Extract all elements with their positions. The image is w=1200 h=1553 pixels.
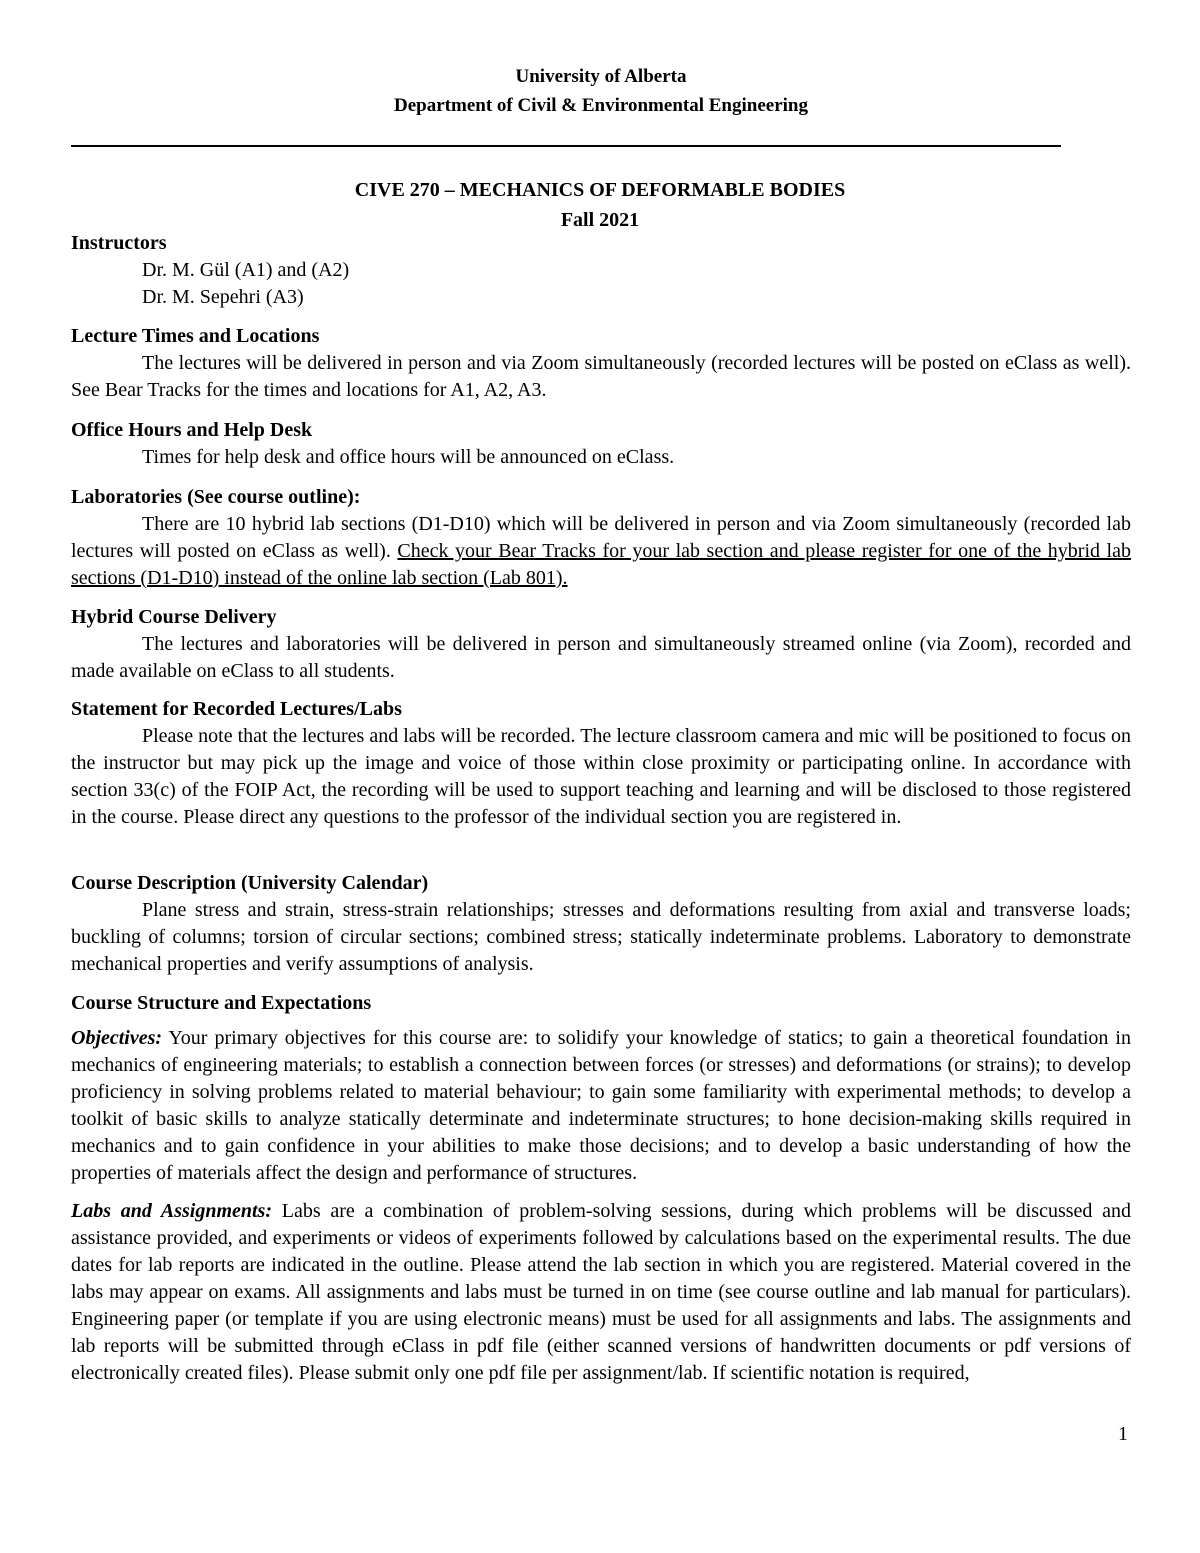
department-name: Department of Civil & Environmental Engineering xyxy=(394,95,808,116)
header-divider xyxy=(71,145,1061,147)
course-structure-heading: Course Structure and Expectations xyxy=(71,992,372,1014)
hybrid-delivery-heading: Hybrid Course Delivery xyxy=(71,606,277,628)
office-hours-text: Times for help desk and office hours will be announced on eClass. xyxy=(142,446,675,468)
labs-assignments-paragraph xyxy=(71,1198,1131,1387)
lectures-section xyxy=(71,323,1131,404)
course-term: Fall 2021 xyxy=(560,209,640,231)
university-name: University of Alberta xyxy=(515,66,687,87)
lectures-heading: Lecture Times and Locations xyxy=(71,325,320,347)
instructors-heading: Instructors xyxy=(71,232,167,254)
course-title-block xyxy=(0,175,1200,235)
course-description-section xyxy=(71,870,1131,978)
instructors-section xyxy=(71,230,1131,311)
lectures-text: The lectures will be delivered in person and via Zoom simultaneously (recorded lectures will be posted on eClass as well). See Bear Tracks for the times and locations for A1, A2, A3. xyxy=(71,352,1131,401)
objectives-label: Objectives: xyxy=(71,1027,163,1049)
document-header xyxy=(71,62,1131,120)
objectives-paragraph xyxy=(71,1025,1131,1187)
laboratories-section xyxy=(71,484,1131,592)
instructor-line-2: Dr. M. Sepehri (A3) xyxy=(142,286,304,308)
office-hours-heading: Office Hours and Help Desk xyxy=(71,419,313,441)
labs-assignments-label: Labs and Assignments: xyxy=(71,1200,273,1222)
laboratories-registration-note: Check your Bear Tracks for your lab section and please register for one of the hybrid lab sections (D1-D10) instead of the online lab section (Lab 801). xyxy=(71,540,1131,589)
page-number: 1 xyxy=(1118,1423,1128,1445)
course-description-heading: Course Description (University Calendar) xyxy=(71,872,429,894)
course-title: CIVE 270 – MECHANICS OF DEFORMABLE BODIES xyxy=(354,179,846,201)
recorded-lectures-section xyxy=(71,696,1131,831)
laboratories-heading: Laboratories (See course outline): xyxy=(71,486,361,508)
objectives-text: Your primary objectives for this course are: to solidify your knowledge of statics; to gain a theoretical foundation in mechanics of engineering materials; to establish a connection between forces (or stresses) and deformations (or strains); to develop proficiency in solving problems related to material behaviour; to gain some familiarity with experimental methods; to develop a toolkit of basic skills to analyze statically determinate and indeterminate structures; to hone decision-making skills required in mechanics and to gain confidence in your abilities to make those decisions; and to develop a basic understanding of how the properties of materials affect the design and performance of structures. xyxy=(71,1027,1131,1184)
hybrid-delivery-text: The lectures and laboratories will be delivered in person and simultaneously streamed online (via Zoom), recorded and made available on eClass to all students. xyxy=(71,633,1131,682)
hybrid-delivery-section xyxy=(71,604,1131,685)
course-description-text: Plane stress and strain, stress-strain relationships; stresses and deformations resulting from axial and transverse loads; buckling of columns; torsion of circular sections; combined stress; statically indeterminate problems. Laboratory to demonstrate mechanical properties and verify assumptions of analysis. xyxy=(71,899,1131,975)
laboratories-text xyxy=(71,511,1131,592)
recorded-lectures-heading: Statement for Recorded Lectures/Labs xyxy=(71,698,402,720)
labs-assignments-text: Labs are a combination of problem-solving sessions, during which problems will be discussed and assistance provided, and experiments or videos of experiments followed by calculations based on the experimental results. The due dates for lab reports are indicated in the outline. Please attend the lab section in which you are registered. Material covered in the labs may appear on exams. All assignments and labs must be turned in on time (see course outline and lab manual for particulars). Engineering paper (or template if you are using electronic means) must be used for all assignments and labs. The assignments and lab reports will be submitted through eClass in pdf file (either scanned versions of handwritten documents or pdf versions of electronically created files). Please submit only one pdf file per assignment/lab. If scientific notation is required, xyxy=(71,1200,1132,1384)
laboratories-body: There are 10 hybrid lab sections (D1-D10) which will be delivered in person and via Zoom simultaneously (recorded lab lectures will posted on eClass as well). xyxy=(71,513,1131,562)
course-structure-section xyxy=(71,990,1131,1387)
instructor-line-1: Dr. M. Gül (A1) and (A2) xyxy=(142,259,350,281)
office-hours-section xyxy=(71,417,1131,471)
recorded-lectures-text: Please note that the lectures and labs will be recorded. The lecture classroom camera and mic will be positioned to focus on the instructor but may pick up the image and voice of those within close proximity or participating online. In accordance with section 33(c) of the FOIP Act, the recording will be used to support teaching and learning and will be disclosed to those registered in the course. Please direct any questions to the professor of the individual section you are registered in. xyxy=(71,725,1131,828)
